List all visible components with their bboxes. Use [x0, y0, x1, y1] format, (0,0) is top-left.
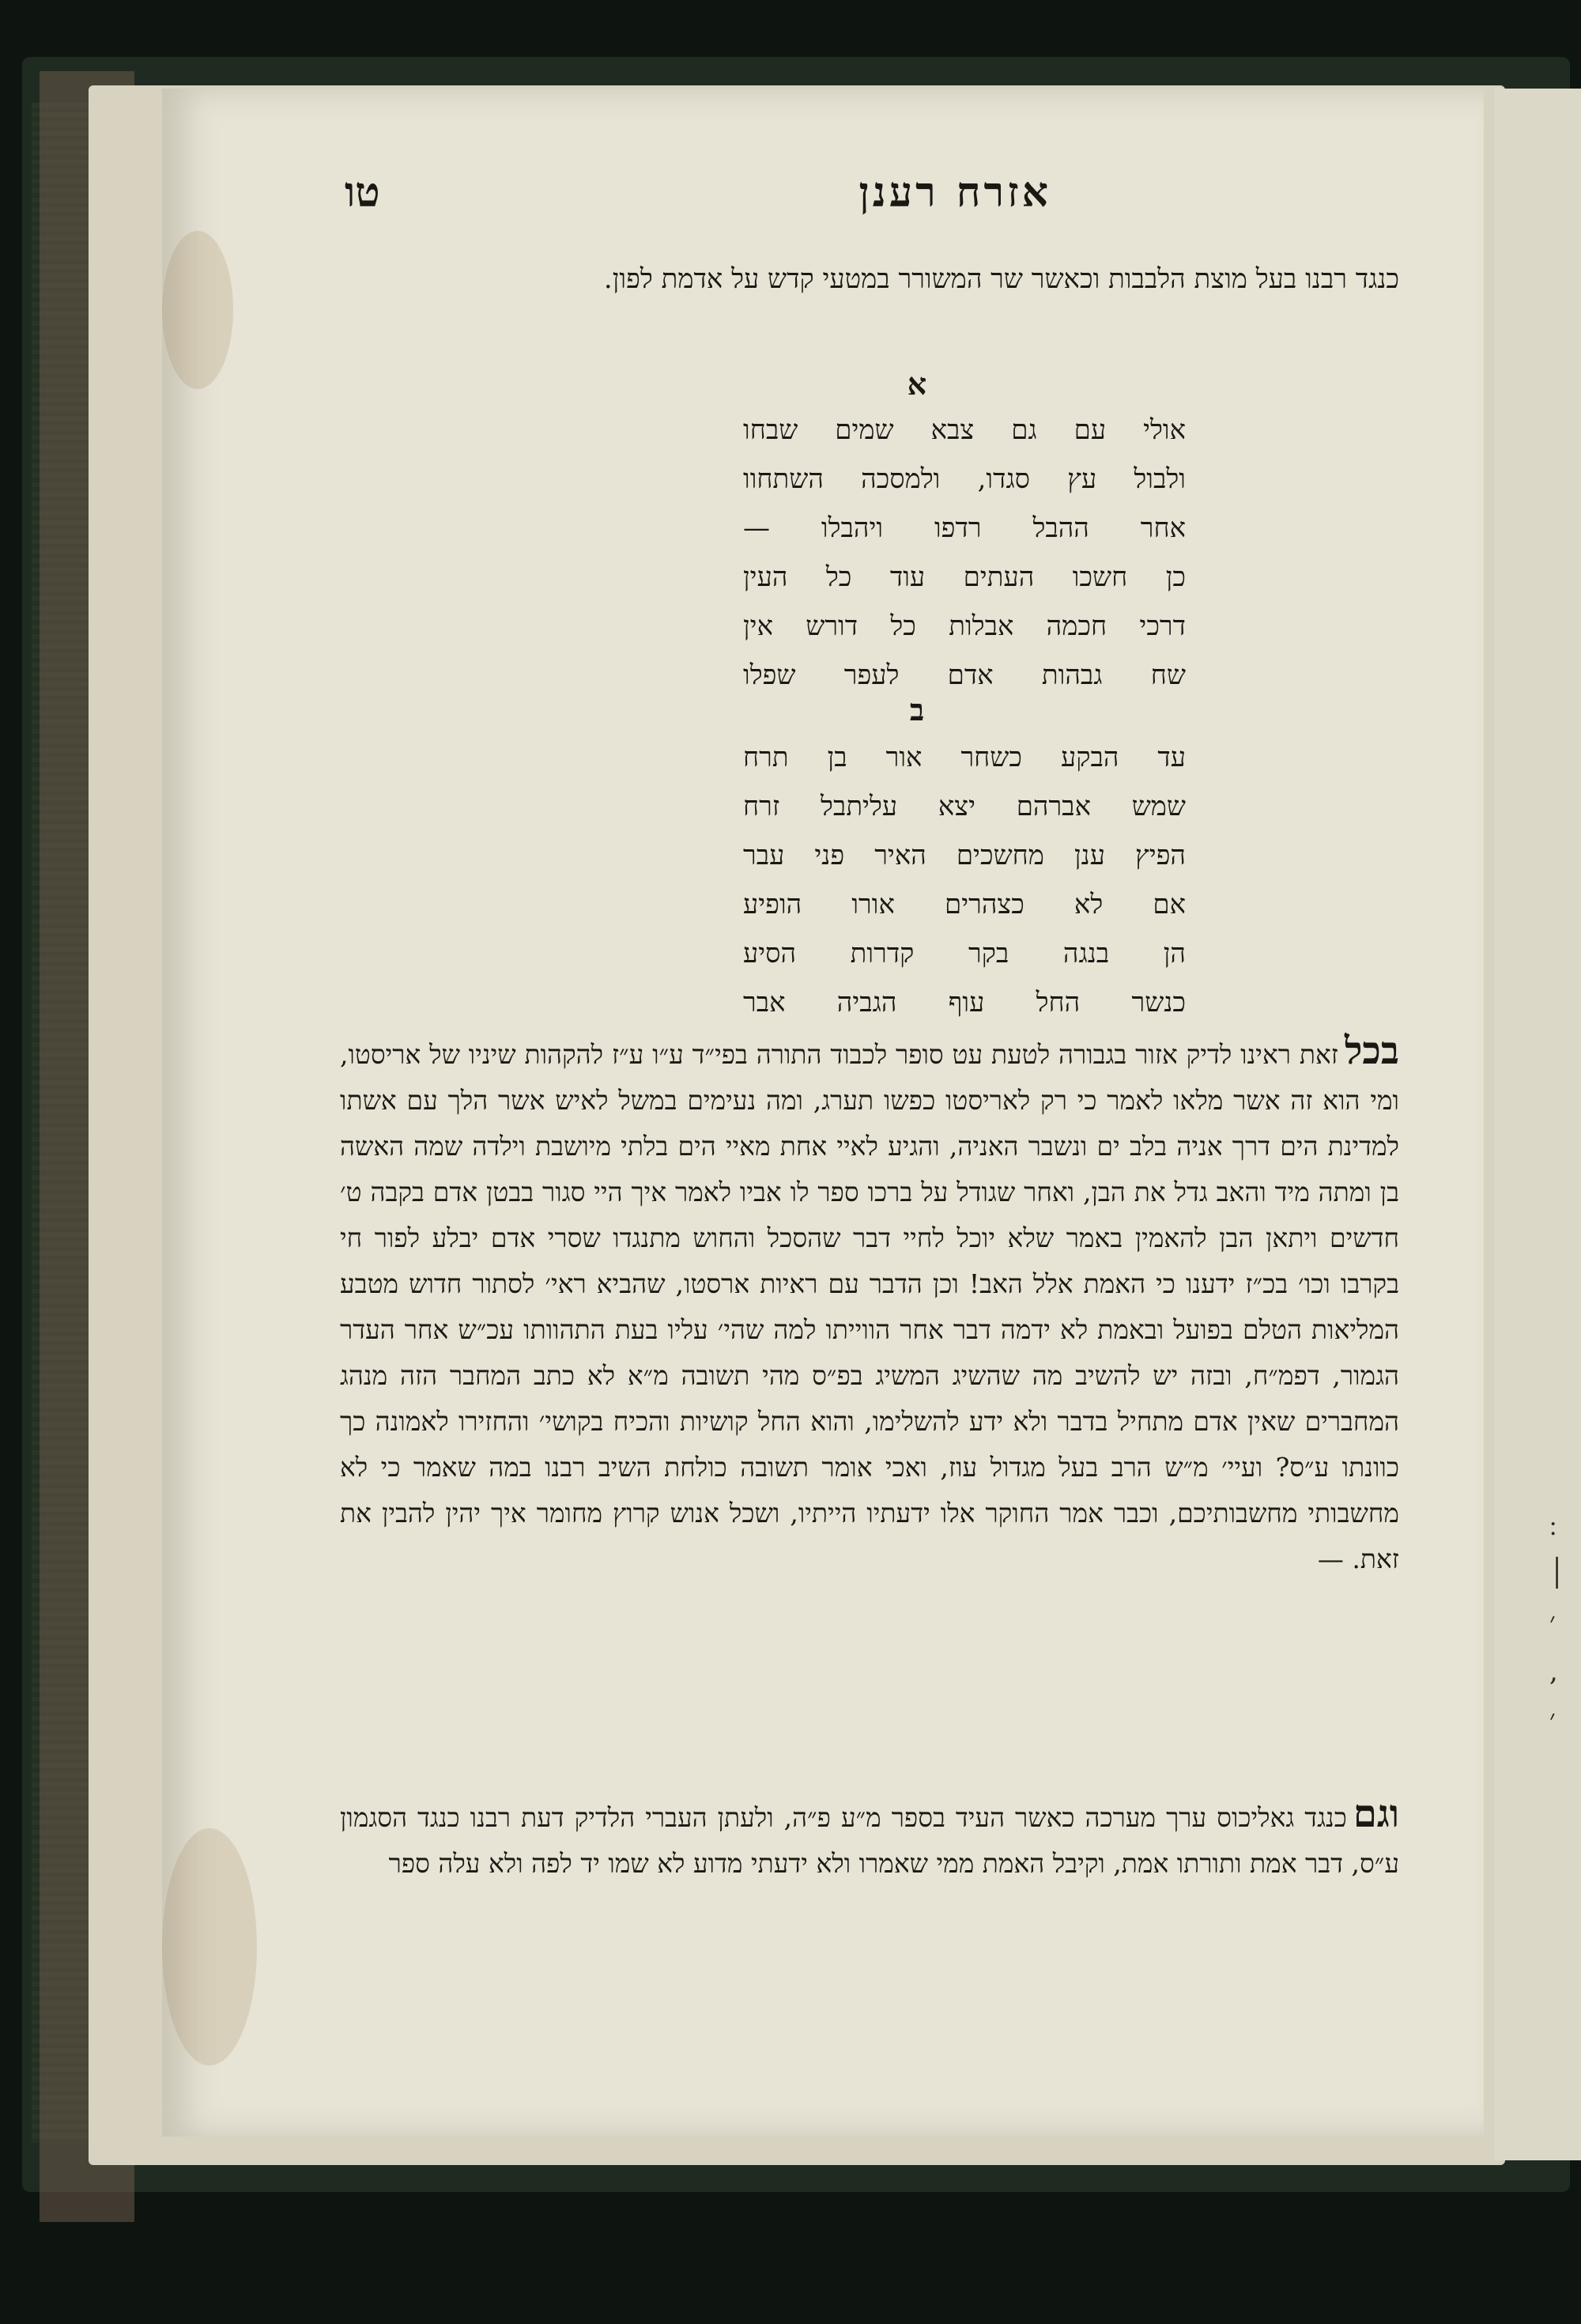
page-text-block: [340, 154, 1399, 1973]
page-stain: [162, 1828, 257, 2065]
stanza: [340, 406, 1399, 700]
facing-page-edge: [1494, 89, 1581, 2160]
paragraph-body: כנגד גאליכוס ערך מערכה כאשר העיד בספר מ״ע פ״ה, ולעתן העברי הלדיק דעת רבנו כנגד הסגמון ע״ס, דבר אמת ותורתו אמת, וקיבל האמת ממי שאמרו ולא ידעתי מדוע לא שמו יד לפה ולא עלה ספר: [340, 1802, 1399, 1879]
stanza-number: ב: [909, 692, 925, 727]
poem-line: אם לא כצהרים אורו הופיע: [743, 889, 1186, 920]
fragment-char: ,: [1549, 1655, 1558, 1687]
facing-page-fragments: [1549, 1502, 1581, 1744]
poem-line: כנשר החל עוף הגביה אבר: [743, 987, 1186, 1018]
paragraph-body: זאת ראינו לדיק אזור בגבורה לטעת עט סופר לכבוד התורה בפי״ד ע״ו ע״ז להקהות שיניו של אריסטו, ומי הוא זה אשר מלאו לאמר כי רק לאריסטו כפשו תערג, ומה נעימים במשל לאיש אשר הלך עם אשתו למדינת הים דרך אניה בלב ים ונשבר האניה, והגיע לאיי אחת מאיי הים בלתי מיושבת וילדה שמה האשה בן ומתה מיד והאב גדל את הבן, ואחר שגודל על ברכו ספר לו אביו לאמר איך היי סגור בבטן אדם בקבה ט׳ חדשים ויתאן הבן להאמין באמר שלא יוכל לחיי דבר שהסכל והחוש מתנגדו שסרי אדם יבלע לפור חי בקרבו וכו׳ בכ״ז ידענו כי האמת אלל האב! וכן הדבר עם ראיות ארסטו, שהביא ראי׳ לסתור חדוש מטבע המליאות הטלם בפועל ובאמת לא ידמה דבר אחר הווייתו למה שהי׳ עליו בעת התהוותו עכ״ש אחר העדר הגמור, דפמ״ח, ובזה יש להשיב מה שהשיג המשיג בפ״ס מהי תשובה מ״א לא כתב המחבר הזה מנהג המחברים שאין אדם מתחיל בדבר ולא ידע להשלימו, והוא החל קושיות והכיח בקושי׳ והחזירו לאמונה כך כוונתו ע״ס? ועיי׳ מ״ש הרב בעל מגדול עוז, ואכי אומר תשובה כולחת השיב רבנו במה שאמר כי לא מחשבותי מחשבותיכם, וכבר אמר החוקר אלו ידעתיו הייתיו, ושכל אנוש קרוץ מחומר איך יהין להבין את זאת. —: [340, 1039, 1399, 1574]
stanza-number: א: [907, 366, 927, 402]
fragment-char: [1549, 1502, 1581, 1551]
page-stain: [162, 231, 233, 389]
poem-line: שח גבהות אדם לעפר שפלו: [743, 659, 1186, 691]
fragment-char: ׳: [1549, 1703, 1556, 1736]
fragment-char: ׀: [1549, 1559, 1565, 1591]
poem-line: הפיץ ענן מחשכים האיר פני עבר: [743, 840, 1186, 871]
intro-paragraph: כנגד רבנו בעל מוצת הלבבות וכאשר שר המשורר במטעי קדש על אדמת לפון.: [603, 263, 1399, 295]
running-header: [340, 154, 1399, 225]
poem-line: עד הבקע כשחר אור בן תרח: [743, 742, 1186, 773]
poem-line: דרכי חכמה אבלות כל דורש אין: [743, 610, 1186, 642]
prose-paragraph: [340, 1028, 1399, 1582]
page-number: טו: [345, 168, 380, 217]
poem-line: ולבול עץ סגדו, ולמסכה השתחוו: [743, 463, 1186, 495]
paragraph-lead-word: וגם: [1353, 1792, 1399, 1836]
poem-line: אחר ההבל רדפו ויהבלו —: [743, 512, 1186, 544]
running-title: אזרח רענן: [858, 168, 1051, 217]
paragraph-lead-word: בכל: [1344, 1029, 1399, 1073]
poem-line: כן חשכו העתים עוד כל העין: [743, 561, 1186, 593]
stanza: [340, 733, 1399, 1027]
prose-paragraph: [340, 1791, 1399, 1887]
poem-line: אולי עם גם צבא שמים שבחו: [743, 414, 1186, 446]
fragment-char: ׳: [1549, 1607, 1556, 1639]
poem-line: שמש אברהם יצא עליתבל זרח: [743, 791, 1186, 822]
poem-line: הן בנגה בקר קדרות הסיע: [743, 938, 1186, 969]
